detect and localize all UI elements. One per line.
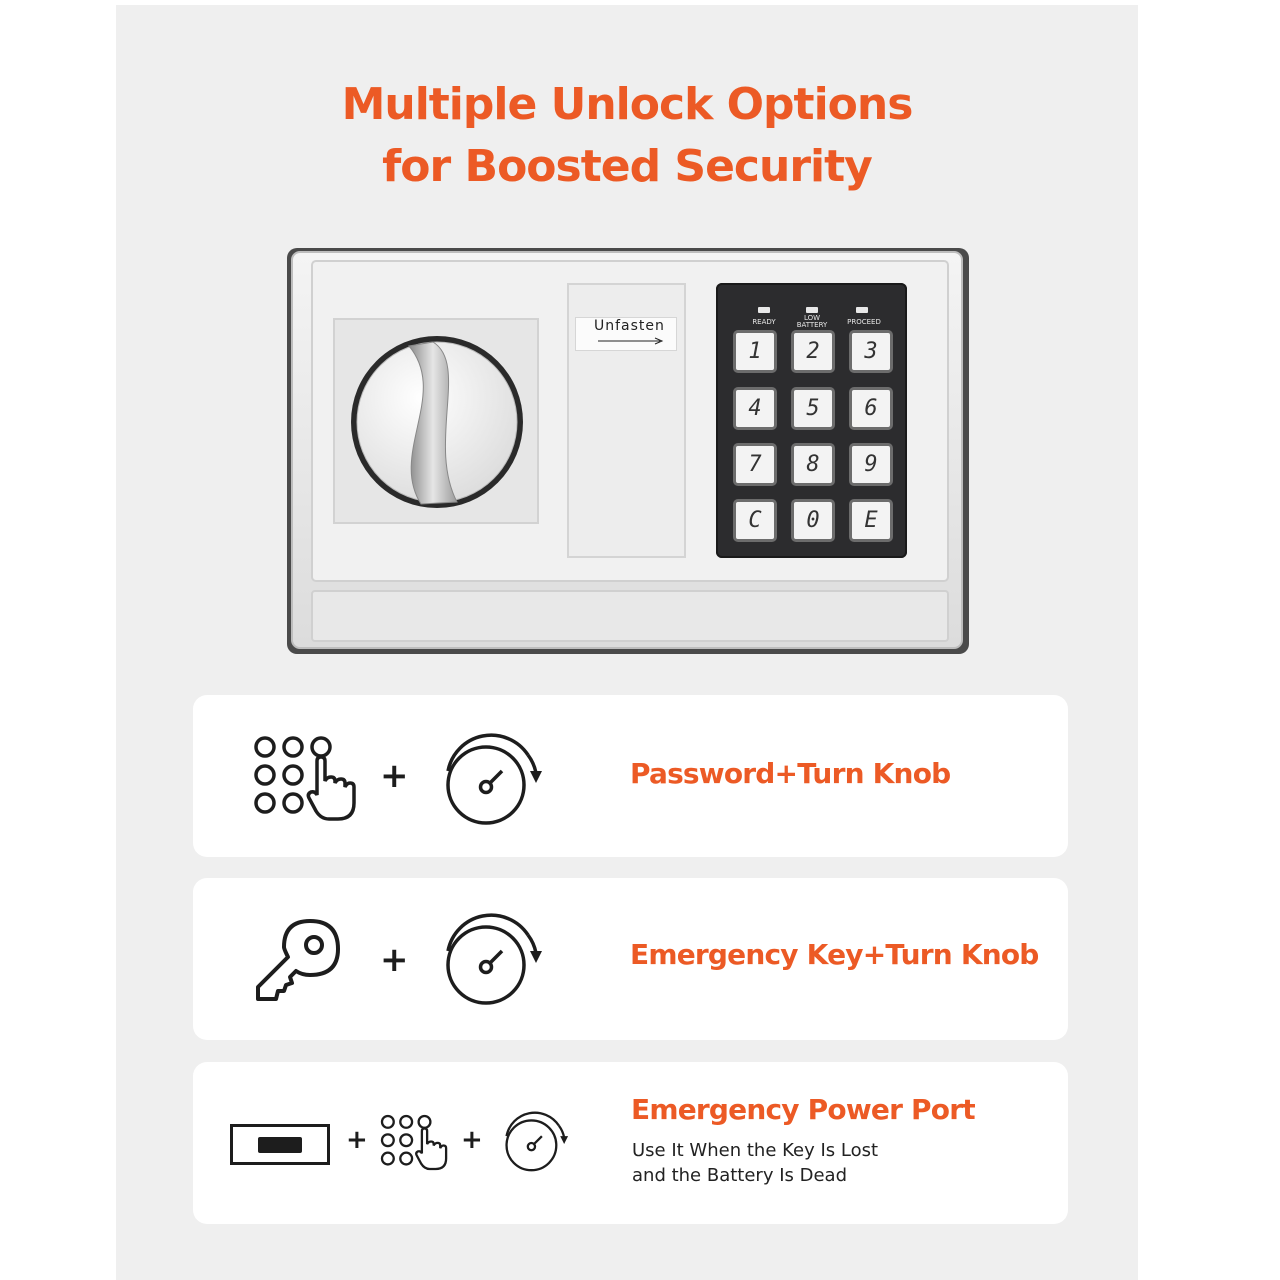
- unfasten-label: Unfasten: [594, 318, 665, 334]
- key-5[interactable]: 5: [791, 387, 835, 430]
- low-battery-led: [806, 307, 818, 313]
- knob-icon: [438, 733, 548, 833]
- option-title-power-port: Emergency Power Port: [631, 1093, 975, 1126]
- ready-indicator-label: READY: [752, 318, 776, 326]
- plus-sign: +: [346, 1125, 368, 1155]
- key-clear[interactable]: C: [733, 499, 777, 542]
- key-9[interactable]: 9: [849, 443, 893, 486]
- plus-sign: +: [380, 756, 409, 796]
- knob-icon: [500, 1111, 572, 1177]
- option-subtitle-line-1: Use It When the Key Is Lost: [632, 1140, 879, 1161]
- proceed-led: [856, 307, 868, 313]
- plus-sign: +: [380, 940, 409, 980]
- headline-line-1: Multiple Unlock Options: [341, 79, 913, 130]
- keypad-icon: [380, 1114, 452, 1173]
- keypad-icon: [253, 735, 363, 825]
- ready-led: [758, 307, 770, 313]
- proceed-indicator-label: PROCEED: [847, 318, 881, 326]
- safe-turn-knob[interactable]: [349, 334, 525, 510]
- key-0[interactable]: 0: [791, 499, 835, 542]
- option-title-password: Password+Turn Knob: [630, 757, 951, 790]
- key-3[interactable]: 3: [849, 330, 893, 373]
- knob-icon: [438, 913, 548, 1013]
- keypad: [716, 283, 907, 558]
- plus-sign: +: [461, 1125, 483, 1155]
- option-subtitle-line-2: and the Battery Is Dead: [632, 1165, 847, 1186]
- key-enter[interactable]: E: [849, 499, 893, 542]
- headline-line-2: for Boosted Security: [382, 141, 872, 192]
- key-1[interactable]: 1: [733, 330, 777, 373]
- key-7[interactable]: 7: [733, 443, 777, 486]
- key-6[interactable]: 6: [849, 387, 893, 430]
- key-2[interactable]: 2: [791, 330, 835, 373]
- low-battery-indicator-label: LOW BATTERY: [796, 314, 828, 329]
- arrow-right-icon: [598, 336, 664, 346]
- option-title-emergency-key: Emergency Key+Turn Knob: [630, 938, 1039, 971]
- key-4[interactable]: 4: [733, 387, 777, 430]
- key-8[interactable]: 8: [791, 443, 835, 486]
- usb-port-icon: [230, 1124, 330, 1166]
- key-icon: [252, 915, 344, 1007]
